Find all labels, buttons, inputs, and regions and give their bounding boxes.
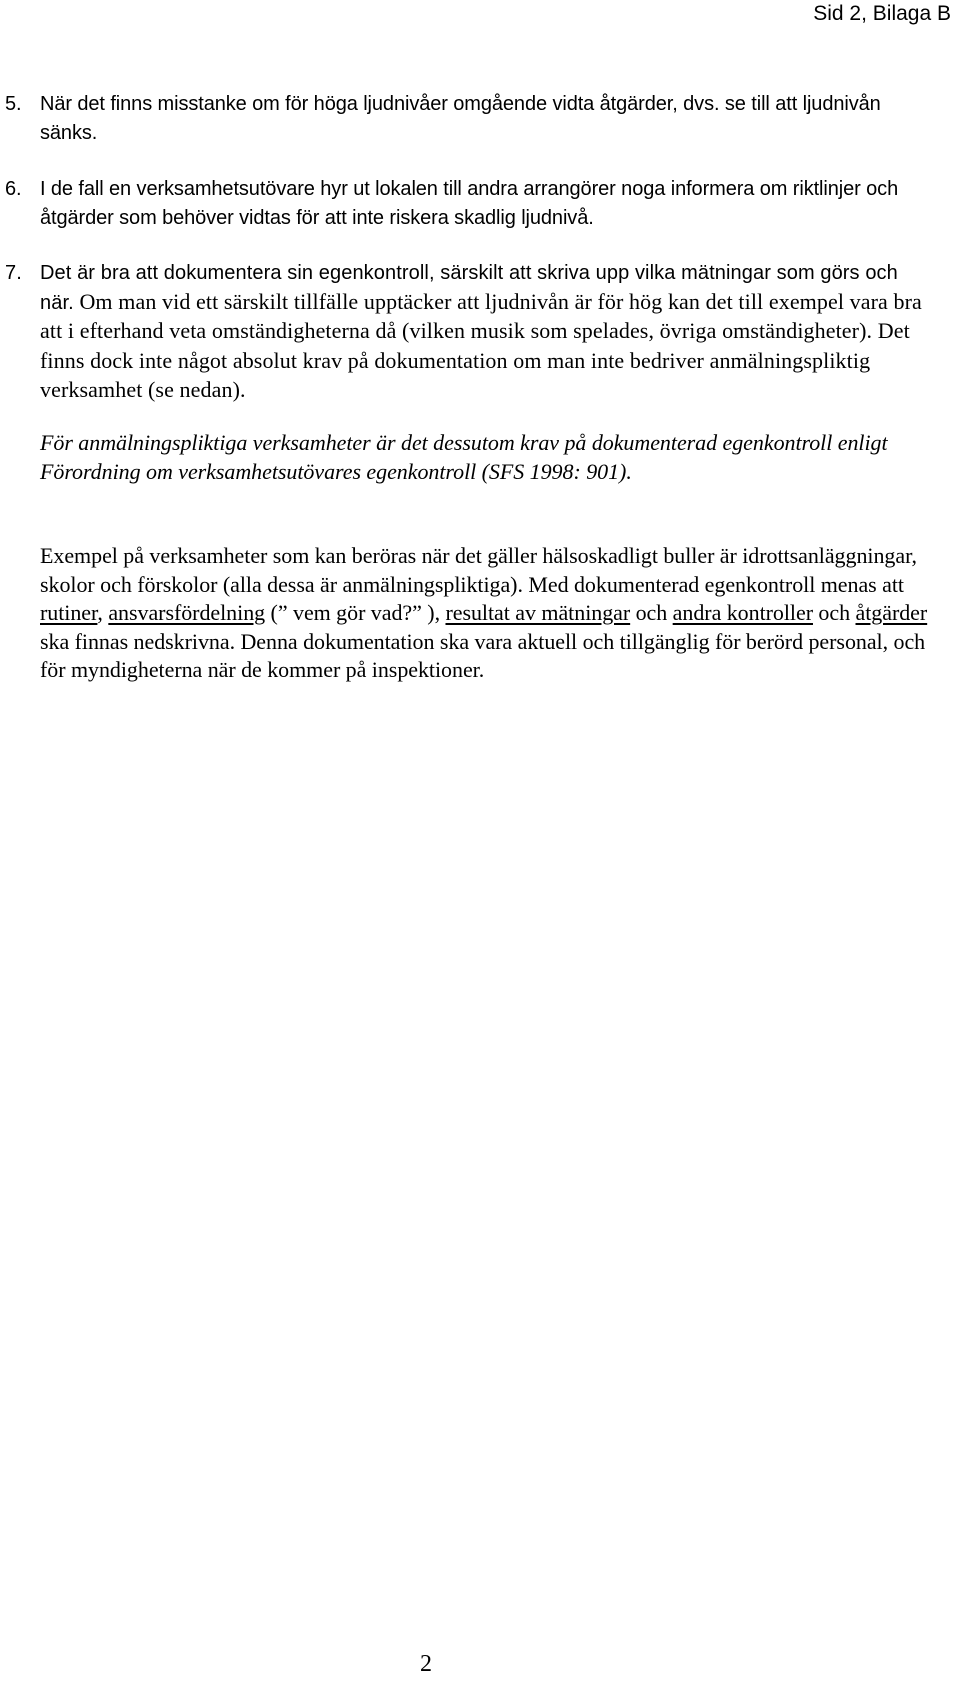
list-text: När det finns misstanke om för höga ljudnivåer omgående vidta åtgärder, dvs. se till att ljudnivån sänks. [40, 93, 881, 144]
underlined-rutiner: rutiner [40, 600, 98, 625]
list-text [40, 259, 935, 406]
list-text-sans: Det är bra att dokumentera sin egenkontroll, särskilt att skriva upp vilka mätningar som görs och när. [40, 262, 898, 314]
list-item-7 [5, 259, 935, 406]
underlined-andra-kontroller: andra kontroller [672, 600, 813, 625]
list-item-6 [5, 175, 935, 232]
page-number: 2 [420, 1651, 432, 1677]
paragraph-text: och [630, 600, 673, 625]
final-paragraph [40, 542, 940, 685]
underlined-resultat-av-matningar: resultat av mätningar [445, 600, 631, 625]
underlined-atgarder: åtgärder [855, 600, 928, 625]
underlined-ansvarsfordelning: ansvarsfördelning [108, 600, 266, 625]
list-text: I de fall en verksamhetsutövare hyr ut lokalen till andra arrangörer noga informera om riktlinjer och åtgärder som behöver vidtas för att inte riskera skadlig ljudnivå. [40, 178, 899, 229]
list-item-5 [5, 90, 935, 147]
paragraph-text: ska finnas nedskrivna. Denna dokumentation ska vara aktuell och tillgänglig för berörd personal, och för myndigheterna när de kommer på inspektioner. [40, 628, 926, 682]
paragraph-text: , [97, 600, 109, 625]
list-number: 6. [5, 178, 22, 200]
page-header: Sid 2, Bilaga B [813, 2, 951, 25]
italic-paragraph: För anmälningspliktiga verksamheter är det dessutom krav på dokumenterad egenkontroll enligt Förordning om verksamhetsutövares egenkontroll (SFS 1998: 901). [40, 430, 888, 484]
list-number: 5. [5, 93, 22, 115]
paragraph-text: (” vem gör vad?” ), [265, 600, 446, 625]
paragraph-text: Exempel på verksamheter som kan beröras när det gäller hälsoskadligt buller är idrottsanläggningar, skolor och förskolor (alla dessa är anmälningspliktiga). Med dokumenterad egenkontroll menas att [40, 543, 917, 597]
list-number: 7. [5, 262, 22, 284]
paragraph-text: och [812, 600, 856, 625]
list-text-serif: Om man vid ett särskilt tillfälle upptäcker att ljudnivån är för hög kan det till exempel vara bra att i efterhand veta omständigheterna då (vilken musik som spelades, övriga omständigheter). Det finns dock inte något absolut krav på dokumentation om man inte bedriver anmälningspliktig verksamhet (se nedan). [40, 288, 922, 402]
